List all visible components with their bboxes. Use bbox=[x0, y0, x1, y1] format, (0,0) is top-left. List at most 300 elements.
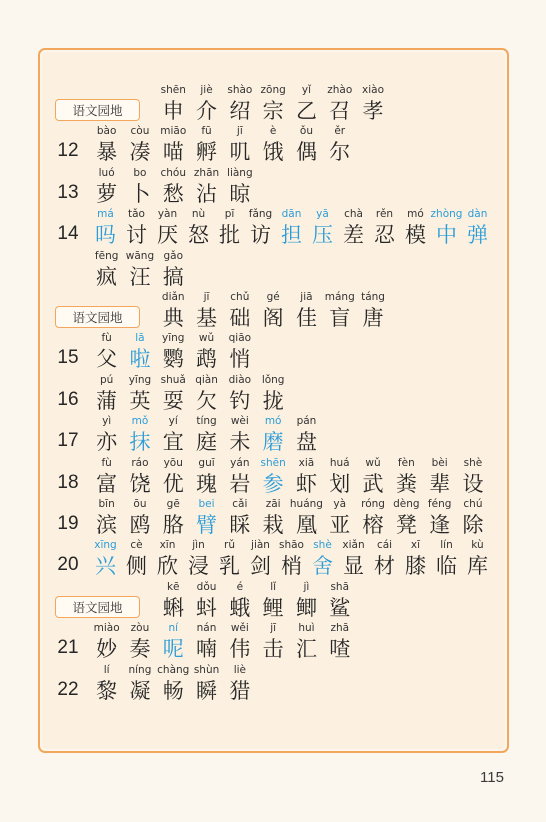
vocab-entry bbox=[90, 618, 123, 660]
pinyin: shè bbox=[313, 539, 332, 552]
vocab-entry bbox=[190, 163, 223, 205]
character: 忍 bbox=[374, 223, 395, 248]
character: 耍 bbox=[162, 388, 184, 413]
vocab-entry bbox=[123, 328, 156, 370]
vocab-entry bbox=[190, 494, 223, 536]
vocab-entry bbox=[257, 453, 290, 495]
vocab-entry bbox=[338, 204, 369, 246]
vocab-entry bbox=[462, 204, 493, 246]
character: 暴 bbox=[96, 140, 118, 165]
pinyin: nán bbox=[196, 622, 217, 635]
vocab-row bbox=[0, 494, 546, 536]
pinyin: shā bbox=[330, 580, 350, 593]
vocab-entry bbox=[423, 494, 456, 536]
pinyin: zōng bbox=[260, 84, 286, 96]
pinyin: bèi bbox=[431, 456, 448, 469]
pinyin: xiā bbox=[298, 456, 315, 469]
character: 蝌 bbox=[162, 595, 184, 620]
vocab-entry bbox=[257, 618, 290, 660]
pinyin: ní bbox=[168, 622, 179, 635]
pinyin: rěn bbox=[375, 208, 394, 221]
character: 未 bbox=[229, 430, 251, 455]
character: 绍 bbox=[229, 99, 251, 123]
character: 喃 bbox=[196, 637, 218, 662]
pinyin: ōu bbox=[133, 498, 147, 510]
pinyin: shè bbox=[463, 456, 483, 469]
character: 饿 bbox=[262, 140, 284, 165]
vocab-entry bbox=[290, 494, 323, 536]
pinyin: liè bbox=[233, 663, 246, 676]
vocab-entry bbox=[157, 577, 190, 619]
pinyin: bīn bbox=[98, 498, 115, 510]
pinyin: miāo bbox=[160, 125, 187, 138]
vocab-entry bbox=[257, 121, 290, 163]
character: 叽 bbox=[229, 140, 251, 165]
vocab-entry bbox=[257, 80, 290, 122]
character: 中 bbox=[436, 223, 457, 248]
pinyin: xīn bbox=[159, 539, 176, 552]
vocab-entry bbox=[190, 618, 223, 660]
pinyin: shēn bbox=[160, 84, 186, 96]
vocab-entry bbox=[157, 287, 190, 329]
vocab-entry bbox=[157, 494, 190, 536]
vocab-entry bbox=[369, 204, 400, 246]
vocab-entry bbox=[223, 660, 256, 702]
pinyin: jī bbox=[270, 622, 277, 635]
vocab-entry bbox=[245, 204, 276, 246]
pinyin: chà bbox=[344, 208, 363, 221]
character: 压 bbox=[312, 223, 333, 248]
character: 吗 bbox=[95, 223, 116, 248]
vocab-entry bbox=[223, 494, 256, 536]
vocab-entry bbox=[223, 370, 256, 412]
vocab-entry bbox=[423, 453, 456, 495]
character: 辈 bbox=[429, 471, 451, 496]
vocab-row bbox=[0, 287, 546, 329]
pinyin: yǐ bbox=[301, 84, 312, 96]
vocab-entry bbox=[456, 453, 489, 495]
vocab-entry bbox=[157, 121, 190, 163]
pinyin: jī bbox=[236, 125, 243, 138]
pinyin: zhān bbox=[193, 166, 220, 179]
vocab-entry bbox=[223, 577, 256, 619]
vocab-entry bbox=[190, 328, 223, 370]
pinyin: cái bbox=[376, 539, 393, 552]
character: 欠 bbox=[196, 388, 218, 413]
vocab-entry bbox=[456, 494, 489, 536]
pinyin: diào bbox=[228, 373, 252, 386]
character: 卜 bbox=[129, 181, 151, 206]
vocab-row bbox=[0, 660, 546, 702]
character: 鹦 bbox=[162, 347, 184, 372]
pinyin: máng bbox=[324, 291, 355, 303]
vocab-entry bbox=[223, 411, 256, 453]
vocab-entry bbox=[190, 453, 223, 495]
pinyin: zhào bbox=[327, 84, 353, 96]
character: 讨 bbox=[126, 223, 147, 248]
character: 庭 bbox=[196, 430, 218, 455]
character: 磨 bbox=[262, 430, 284, 455]
vocab-entry bbox=[223, 287, 256, 329]
vocab-entry bbox=[121, 204, 152, 246]
pinyin: lín bbox=[440, 539, 453, 552]
pinyin: mó bbox=[264, 415, 282, 428]
character: 猎 bbox=[229, 678, 251, 703]
character: 孝 bbox=[362, 99, 384, 123]
character: 疯 bbox=[96, 264, 118, 289]
pinyin: fǎng bbox=[248, 208, 273, 221]
pinyin: má bbox=[97, 208, 114, 221]
pinyin: yā bbox=[316, 208, 329, 221]
lesson-number: 18 bbox=[57, 471, 79, 493]
pinyin: chóu bbox=[160, 166, 186, 179]
pinyin: wǔ bbox=[365, 456, 381, 469]
character: 盲 bbox=[329, 306, 351, 330]
character: 典 bbox=[162, 306, 184, 330]
character: 睬 bbox=[229, 513, 251, 537]
character: 抹 bbox=[129, 430, 151, 455]
pinyin: tíng bbox=[196, 415, 217, 428]
pinyin: shùn bbox=[193, 663, 220, 676]
pinyin: wèi bbox=[230, 415, 249, 428]
pinyin: chǔ bbox=[230, 291, 250, 303]
vocab-entry bbox=[214, 535, 245, 577]
lesson-number: 12 bbox=[57, 140, 79, 162]
pinyin: diǎn bbox=[161, 291, 185, 303]
pinyin: fù bbox=[101, 456, 112, 469]
character: 弹 bbox=[467, 223, 488, 248]
vocab-entry bbox=[223, 121, 256, 163]
character: 喳 bbox=[329, 637, 351, 662]
vocab-entry bbox=[323, 453, 356, 495]
vocab-row bbox=[0, 80, 546, 122]
character: 侧 bbox=[126, 554, 147, 579]
vocab-entry bbox=[123, 411, 156, 453]
character: 唐 bbox=[362, 306, 384, 330]
character: 临 bbox=[436, 554, 457, 579]
character: 阁 bbox=[262, 306, 284, 330]
vocab-entry bbox=[157, 618, 190, 660]
vocab-entry bbox=[307, 535, 338, 577]
character: 亦 bbox=[96, 430, 118, 455]
vocab-entry bbox=[323, 121, 356, 163]
pinyin: yì bbox=[102, 415, 112, 428]
pinyin: lā bbox=[135, 332, 145, 345]
pinyin: chàng bbox=[157, 663, 190, 676]
vocab-entry bbox=[123, 453, 156, 495]
pinyin: zāi bbox=[265, 498, 281, 510]
vocab-entry bbox=[290, 287, 323, 329]
character: 父 bbox=[96, 347, 118, 372]
pinyin: ráo bbox=[131, 456, 149, 469]
character: 库 bbox=[467, 554, 488, 579]
section-label: 语文园地 bbox=[55, 99, 140, 121]
lesson-number: 20 bbox=[57, 554, 79, 576]
pinyin: dān bbox=[281, 208, 302, 221]
vocab-entry bbox=[390, 494, 423, 536]
pinyin: jiā bbox=[300, 291, 313, 303]
character: 胳 bbox=[162, 513, 184, 537]
vocab-row bbox=[0, 121, 546, 163]
pinyin: pán bbox=[296, 415, 317, 428]
vocab-entry bbox=[190, 370, 223, 412]
character: 凑 bbox=[129, 140, 151, 165]
character: 畅 bbox=[162, 678, 184, 703]
vocab-entry bbox=[257, 577, 290, 619]
vocab-entry bbox=[152, 204, 183, 246]
lesson-number: 21 bbox=[57, 637, 79, 659]
pinyin: liàng bbox=[227, 166, 253, 179]
vocab-entry bbox=[323, 80, 356, 122]
vocab-entry bbox=[123, 618, 156, 660]
pinyin: ěr bbox=[334, 125, 346, 138]
character: 梢 bbox=[281, 554, 302, 579]
pinyin: kē bbox=[166, 580, 180, 593]
vocab-entry bbox=[123, 494, 156, 536]
vocab-entry bbox=[390, 453, 423, 495]
character: 孵 bbox=[196, 140, 218, 165]
vocab-entry bbox=[257, 370, 290, 412]
section-label: 语文园地 bbox=[55, 596, 140, 618]
pinyin: níng bbox=[128, 663, 152, 676]
vocab-entry bbox=[369, 535, 400, 577]
pinyin: huáng bbox=[289, 498, 323, 510]
vocab-entry bbox=[323, 287, 356, 329]
pinyin: fēng bbox=[94, 249, 119, 262]
character: 钓 bbox=[229, 388, 251, 413]
character: 喵 bbox=[162, 140, 184, 165]
vocab-entry bbox=[90, 370, 123, 412]
vocab-entry bbox=[90, 660, 123, 702]
pinyin: ǒu bbox=[299, 125, 313, 138]
vocab-entry bbox=[338, 535, 369, 577]
vocab-entry bbox=[123, 163, 156, 205]
pinyin: gé bbox=[266, 291, 280, 303]
character: 击 bbox=[262, 637, 284, 662]
vocab-entry bbox=[290, 453, 323, 495]
vocab-entry bbox=[356, 287, 389, 329]
character: 显 bbox=[343, 554, 364, 579]
pinyin: luó bbox=[98, 166, 115, 179]
vocab-entry bbox=[90, 494, 123, 536]
character: 欣 bbox=[157, 554, 178, 579]
vocab-entry bbox=[257, 494, 290, 536]
character: 富 bbox=[96, 471, 118, 496]
vocab-entry bbox=[90, 163, 123, 205]
vocab-entry bbox=[323, 618, 356, 660]
pinyin: tǎo bbox=[128, 208, 145, 221]
vocab-entry bbox=[290, 618, 323, 660]
character: 材 bbox=[374, 554, 395, 579]
character: 除 bbox=[462, 513, 484, 537]
character: 乙 bbox=[295, 99, 317, 123]
character: 怒 bbox=[188, 223, 209, 248]
vocab-entry bbox=[90, 246, 123, 288]
vocab-entry bbox=[157, 453, 190, 495]
character: 鲫 bbox=[295, 595, 317, 620]
vocab-entry bbox=[400, 535, 431, 577]
character: 鲤 bbox=[262, 595, 284, 620]
pinyin: lí bbox=[103, 663, 110, 676]
vocab-entry bbox=[223, 618, 256, 660]
vocab-entry bbox=[356, 80, 389, 122]
character: 浸 bbox=[188, 554, 209, 579]
vocab-entry bbox=[223, 80, 256, 122]
character: 舍 bbox=[312, 554, 333, 579]
vocab-entry bbox=[223, 453, 256, 495]
character: 乳 bbox=[219, 554, 240, 579]
vocab-entry bbox=[90, 121, 123, 163]
section-label: 语文园地 bbox=[55, 306, 140, 328]
character: 悄 bbox=[229, 347, 251, 372]
vocab-entry bbox=[400, 204, 431, 246]
pinyin: yà bbox=[333, 498, 347, 510]
pinyin: é bbox=[236, 580, 244, 593]
vocab-entry bbox=[157, 411, 190, 453]
pinyin: rǔ bbox=[224, 539, 235, 552]
pinyin: mǒ bbox=[131, 415, 149, 428]
vocab-row bbox=[0, 577, 546, 619]
pinyin: shēn bbox=[260, 456, 286, 469]
character: 逢 bbox=[429, 513, 451, 537]
vocab-entry bbox=[90, 411, 123, 453]
pinyin: fù bbox=[101, 332, 112, 345]
vocab-entry bbox=[257, 411, 290, 453]
vocab-entry bbox=[190, 287, 223, 329]
vocab-entry bbox=[431, 204, 462, 246]
pinyin: bo bbox=[133, 166, 147, 179]
vocab-entry bbox=[123, 121, 156, 163]
character: 亚 bbox=[329, 513, 351, 537]
pinyin: yōu bbox=[163, 456, 183, 469]
pinyin: dèng bbox=[393, 498, 420, 510]
vocab-entry bbox=[123, 370, 156, 412]
vocab-entry bbox=[157, 80, 190, 122]
character: 瞬 bbox=[196, 678, 218, 703]
pinyin: táng bbox=[361, 291, 385, 303]
character: 瑰 bbox=[196, 471, 218, 496]
pinyin: gē bbox=[166, 498, 180, 510]
character: 剑 bbox=[250, 554, 271, 579]
vocab-row bbox=[0, 204, 546, 246]
character: 呢 bbox=[162, 637, 184, 662]
vocab-entry bbox=[431, 535, 462, 577]
character: 英 bbox=[129, 388, 151, 413]
pinyin: jī bbox=[203, 291, 210, 303]
character: 沾 bbox=[196, 181, 218, 206]
character: 汇 bbox=[295, 637, 317, 662]
character: 础 bbox=[229, 306, 251, 330]
character: 岩 bbox=[229, 471, 251, 496]
pinyin: còu bbox=[130, 125, 150, 138]
character: 批 bbox=[219, 223, 240, 248]
vocab-entry bbox=[123, 660, 156, 702]
vocab-row bbox=[0, 535, 546, 577]
vocab-row bbox=[0, 328, 546, 370]
vocab-entry bbox=[90, 204, 121, 246]
vocab-entry bbox=[290, 121, 323, 163]
vocab-entry bbox=[290, 577, 323, 619]
vocab-entry bbox=[462, 535, 493, 577]
vocab-entry bbox=[157, 370, 190, 412]
character: 黎 bbox=[96, 678, 118, 703]
vocab-entry bbox=[307, 204, 338, 246]
pinyin: wāng bbox=[125, 249, 155, 262]
pinyin: xī bbox=[410, 539, 421, 552]
lesson-number: 13 bbox=[57, 181, 79, 203]
vocab-entry bbox=[223, 163, 256, 205]
character: 栽 bbox=[262, 513, 284, 537]
vocab-entry bbox=[323, 577, 356, 619]
character: 鹉 bbox=[196, 347, 218, 372]
pinyin: jì bbox=[303, 580, 310, 593]
pinyin: jiàn bbox=[251, 539, 270, 552]
character: 召 bbox=[329, 99, 351, 123]
vocab-entry bbox=[356, 494, 389, 536]
character: 榕 bbox=[362, 513, 384, 537]
character: 蛾 bbox=[229, 595, 251, 620]
character: 蚪 bbox=[196, 595, 218, 620]
vocab-entry bbox=[183, 204, 214, 246]
character: 汪 bbox=[129, 264, 151, 289]
character: 滨 bbox=[96, 513, 118, 537]
vocab-entry bbox=[157, 246, 190, 288]
vocab-entry bbox=[323, 494, 356, 536]
character: 妙 bbox=[96, 637, 118, 662]
pinyin: jìn bbox=[192, 539, 205, 552]
pinyin: zòu bbox=[130, 622, 150, 635]
vocab-entry bbox=[276, 535, 307, 577]
vocab-row bbox=[0, 411, 546, 453]
lesson-number: 15 bbox=[57, 347, 79, 369]
character: 差 bbox=[343, 223, 364, 248]
character: 佳 bbox=[295, 306, 317, 330]
pinyin: huá bbox=[329, 456, 350, 469]
character: 愁 bbox=[162, 181, 184, 206]
pinyin: róng bbox=[361, 498, 385, 510]
vocab-entry bbox=[276, 204, 307, 246]
character: 饶 bbox=[129, 471, 151, 496]
character: 蒲 bbox=[96, 388, 118, 413]
pinyin: wǔ bbox=[198, 332, 215, 345]
vocab-row bbox=[0, 618, 546, 660]
character: 臂 bbox=[196, 513, 218, 537]
lesson-number: 17 bbox=[57, 430, 79, 452]
pinyin: è bbox=[269, 125, 277, 138]
pinyin: dàn bbox=[467, 208, 488, 221]
pinyin: yīng bbox=[162, 332, 185, 345]
character: 申 bbox=[162, 99, 184, 123]
pinyin: pī bbox=[224, 208, 235, 221]
vocab-entry bbox=[223, 328, 256, 370]
character: 访 bbox=[250, 223, 271, 248]
character: 搞 bbox=[162, 264, 184, 289]
vocab-entry bbox=[90, 328, 123, 370]
vocab-entry bbox=[157, 660, 190, 702]
vocab-entry bbox=[123, 246, 156, 288]
character: 介 bbox=[196, 99, 218, 123]
pinyin: nù bbox=[191, 208, 206, 221]
pinyin: kù bbox=[471, 539, 484, 552]
pinyin: shuǎ bbox=[160, 373, 186, 386]
pinyin: yīng bbox=[128, 373, 152, 386]
pinyin: xiào bbox=[362, 84, 385, 96]
pinyin: fèn bbox=[397, 456, 415, 469]
vocab-entry bbox=[121, 535, 152, 577]
vocab-entry bbox=[157, 163, 190, 205]
vocab-entry bbox=[90, 453, 123, 495]
character: 尔 bbox=[329, 140, 351, 165]
